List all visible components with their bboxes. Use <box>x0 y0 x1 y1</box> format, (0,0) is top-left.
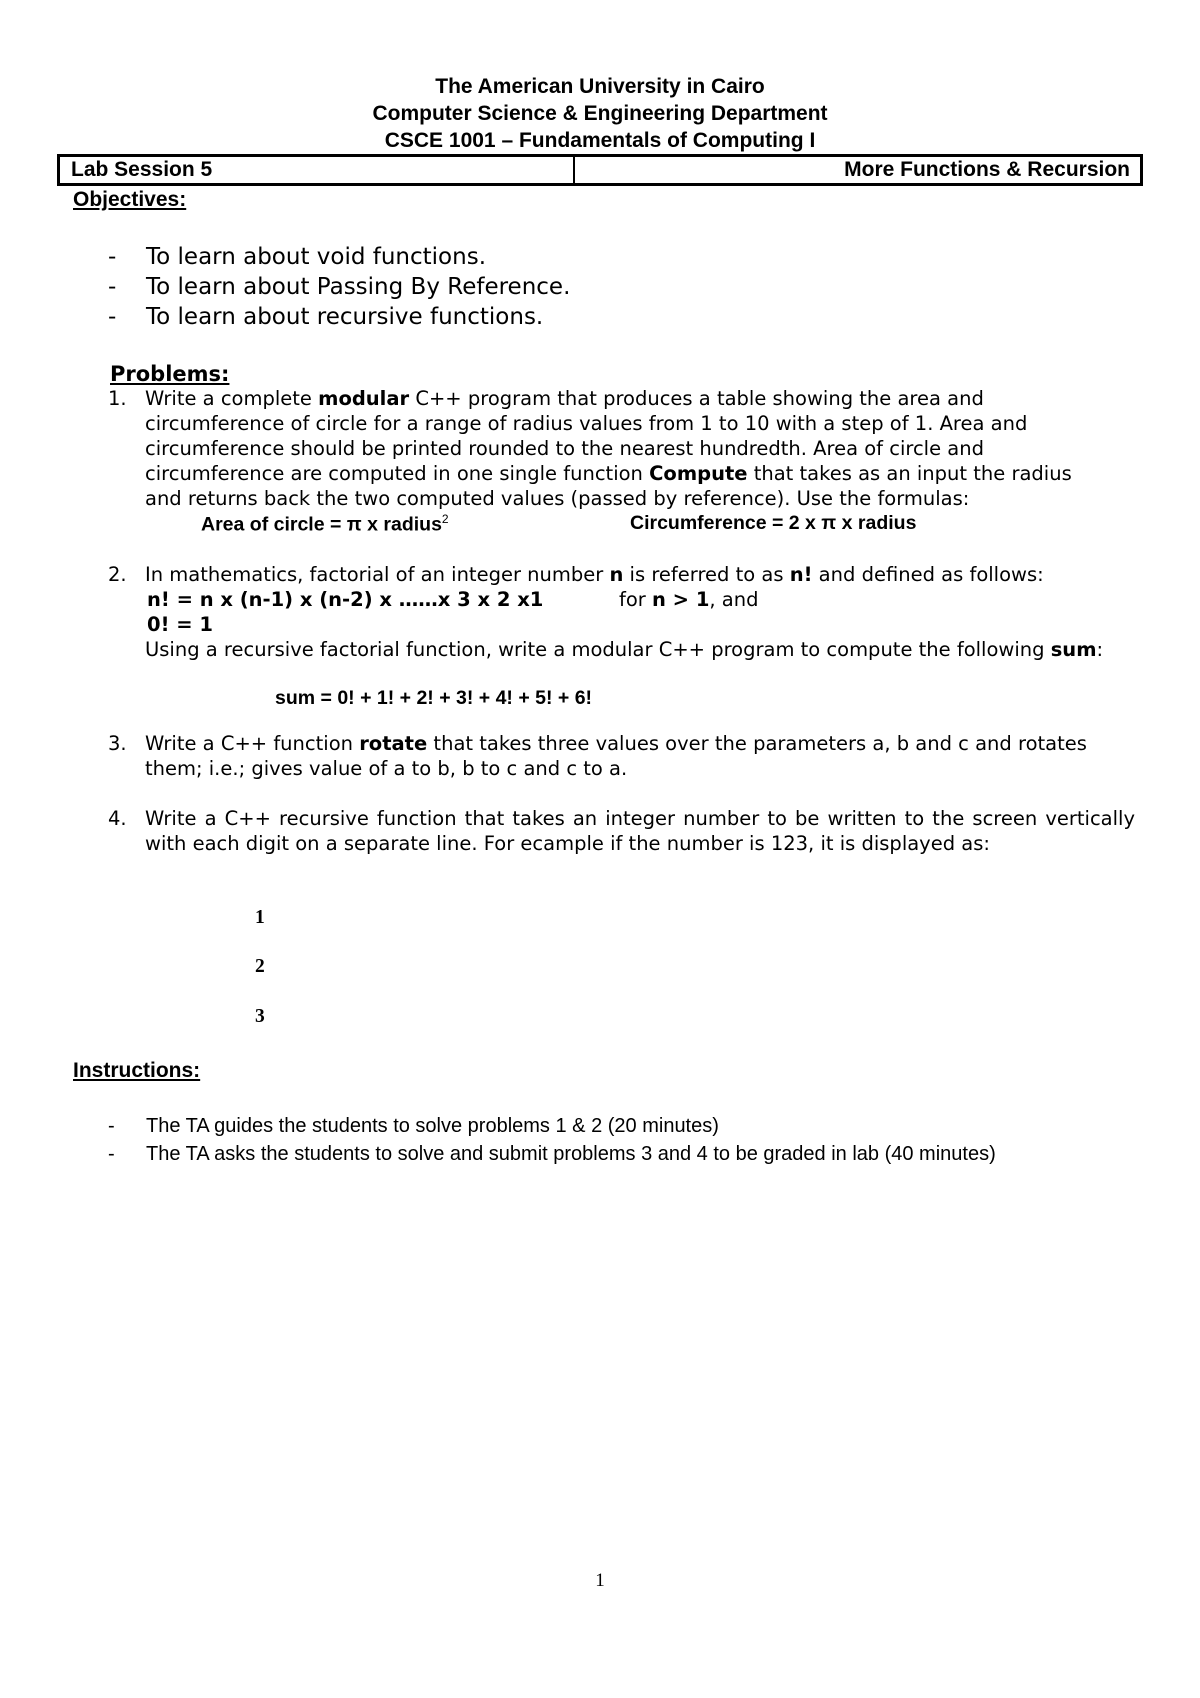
problem-2-number: 2. <box>108 563 127 586</box>
problem-4-text: Write a C++ recursive function that takes an integer number to be written to the screen vertically with each digit on a separate line. For ecample if the number is 123, it is displayed as: <box>145 807 1135 855</box>
instruction-text: The TA asks the students to solve and submit problems 3 and 4 to be graded in lab (40 minutes) <box>146 1143 996 1165</box>
output-digit: 3 <box>255 1006 265 1027</box>
output-digit: 2 <box>255 956 265 977</box>
objective-text: To learn about void functions. <box>146 244 487 270</box>
problem-4-number: 4. <box>108 807 127 830</box>
keyword-rotate: rotate <box>359 732 428 755</box>
instruction-item <box>108 1112 719 1140</box>
formula-area: Area of circle = π x radius$^2$ <box>201 512 449 536</box>
problem-1-text: Write a complete modular C++ program that produces a table showing the area and circumference of circle for a range of radius values from 1 to 10 with a step of 1. Area and circumference should be printed rounded to the nearest hundredth. Area of circle and circumference are computed in one single function Compute that takes as an input the radius and returns back the two computed values (passed by reference). Use the formulas: <box>145 387 1072 510</box>
objective-item <box>108 272 570 302</box>
objective-text: To learn about Passing By Reference. <box>146 274 571 300</box>
sum-formula: sum = 0! + 1! + 2! + 3! + 4! + 5! + 6! <box>275 687 593 709</box>
keyword-compute: Compute <box>649 462 748 485</box>
objectives-heading: Objectives: <box>73 188 187 211</box>
instruction-text: The TA guides the students to solve problems 1 & 2 (20 minutes) <box>146 1115 719 1137</box>
problems-heading: Problems: <box>110 362 230 386</box>
bullet-dash: - <box>108 1143 115 1165</box>
exponent: 2 <box>441 512 449 526</box>
department-name: Computer Science & Engineering Department <box>372 102 828 125</box>
lab-topic-label: More Functions & Recursion <box>844 158 1130 181</box>
output-digit: 1 <box>255 907 265 928</box>
factorial-definition: n! = n x (n-1) x (n-2) x ……x 3 x 2 x1 <box>147 588 544 611</box>
factorial-condition: for n > 1, and <box>619 588 759 611</box>
instruction-item <box>108 1140 996 1168</box>
lab-title-bar <box>57 154 1143 186</box>
objective-item <box>108 242 486 272</box>
bullet-dash: - <box>108 274 117 300</box>
objective-text: To learn about recursive functions. <box>146 304 544 330</box>
problem-3-number: 3. <box>108 732 127 755</box>
bullet-dash: - <box>108 1115 115 1137</box>
objective-item <box>108 302 543 332</box>
instructions-heading: Instructions: <box>73 1059 201 1082</box>
factorial-base-case: 0! = 1 <box>147 613 213 636</box>
course-title: CSCE 1001 – Fundamentals of Computing I <box>384 129 816 152</box>
formula-circumference: Circumference = 2 x π x radius <box>630 512 917 534</box>
problem-2-task: Using a recursive factorial function, write a modular C++ program to compute the following sum: <box>145 638 1104 661</box>
lab-session-label: Lab Session 5 <box>60 157 575 183</box>
bullet-dash: - <box>108 244 117 270</box>
keyword-modular: modular <box>318 387 410 410</box>
problem-3-text: Write a C++ function rotate that takes three values over the parameters a, b and c and rotates them; i.e.; gives value of a to b, b to c and c to a. <box>145 732 1087 780</box>
bullet-dash: - <box>108 304 117 330</box>
problem-1-number: 1. <box>108 387 127 410</box>
problem-2-intro: In mathematics, factorial of an integer number n is referred to as n! and defined as follows: <box>145 563 1044 586</box>
page-number: 1 <box>595 1570 605 1591</box>
university-name: The American University in Cairo <box>435 75 765 98</box>
